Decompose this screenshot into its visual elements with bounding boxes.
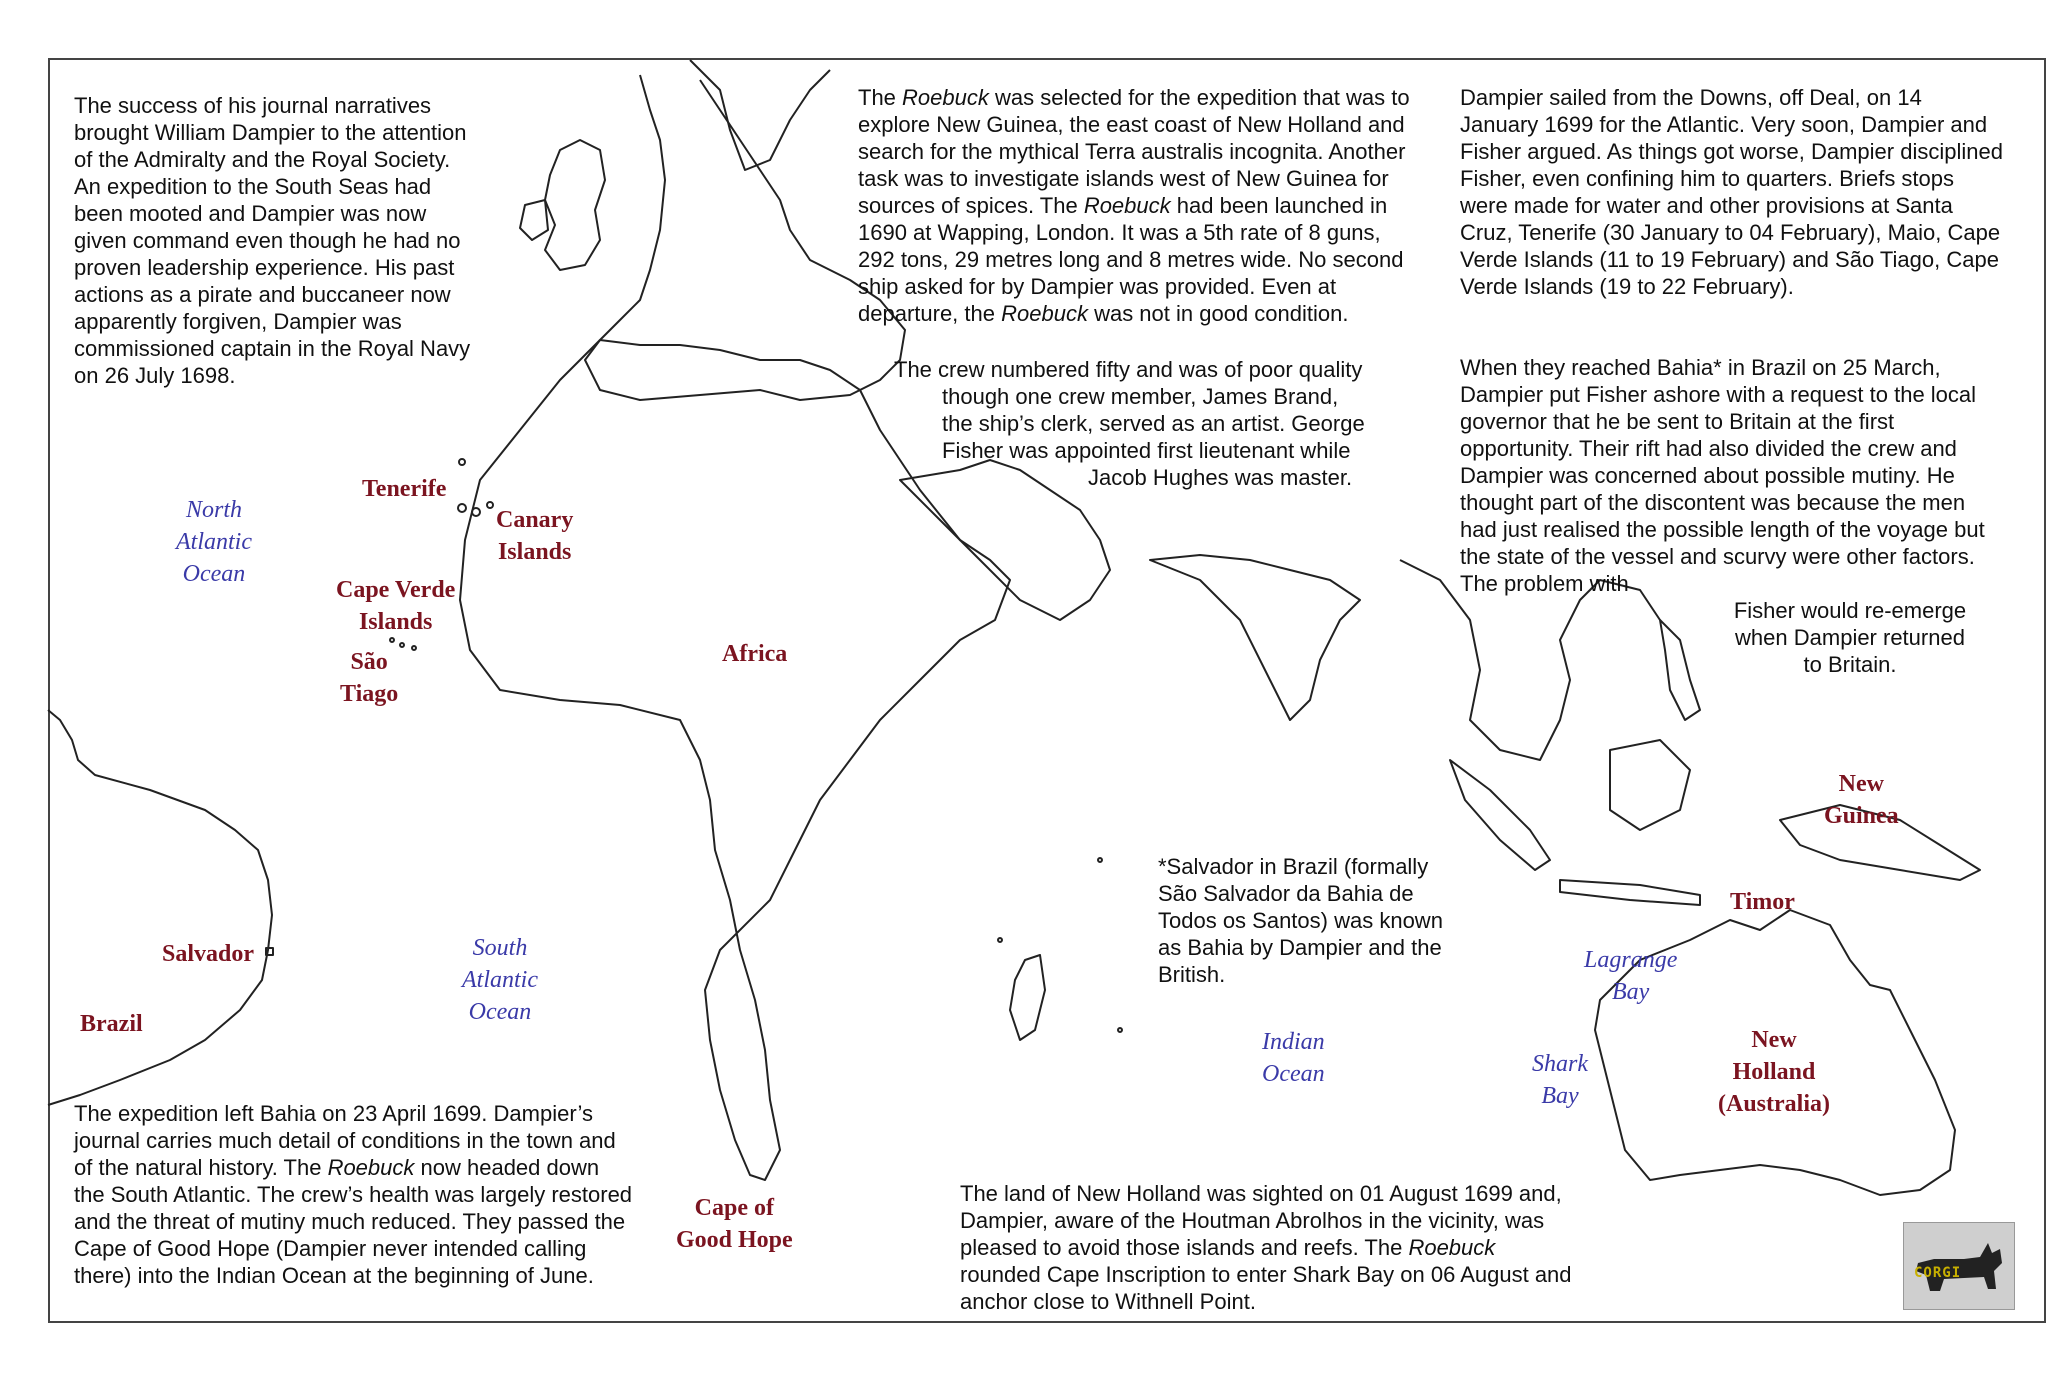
left-bahia-text-a: The expedition left Bahia on 23 April 1699. Dampier’s journal carries much detail of conditions in the town and of the natural history. The xyxy=(74,1101,616,1180)
label-sao-tiago-line-1: São xyxy=(350,649,388,675)
label-lagrange-bay xyxy=(1584,944,1677,1008)
canary-island xyxy=(472,508,480,516)
label-south-atlantic-line-1: South xyxy=(472,935,528,961)
label-indian-ocean xyxy=(1262,1026,1325,1090)
indian-ocean-island xyxy=(1098,858,1102,862)
british-isles-coast xyxy=(545,140,605,270)
azores-island xyxy=(459,459,465,465)
south-america-coast xyxy=(48,710,272,1105)
bahia-end-line-1: Fisher would re-emerge xyxy=(1733,598,1967,623)
left-bahia-text-b: now headed down the South Atlantic. The crew’s health was largely restored and the threat of mutiny much reduced. They passed the Cape of Good Hope (Dampier never intended calling there) into the Indian Ocean at the beginning of June. xyxy=(74,1155,633,1288)
ship-name: Roebuck xyxy=(902,85,989,110)
label-shark-bay xyxy=(1532,1048,1588,1112)
label-new-guinea xyxy=(1824,768,1899,832)
crew-line-4: Fisher was appointed first lieutenant while xyxy=(942,438,1351,463)
label-africa: Africa xyxy=(722,641,788,667)
label-north-atlantic-line-2: Atlantic xyxy=(176,529,252,555)
logo-text: CORGI xyxy=(1914,1265,1962,1281)
ship-name: Roebuck xyxy=(1408,1235,1496,1260)
label-tenerife: Tenerife xyxy=(362,476,447,502)
label-canary-line-2: Islands xyxy=(497,539,572,565)
cape-verde-island xyxy=(390,638,394,642)
crew-line-5: Jacob Hughes was master. xyxy=(1088,465,1353,490)
label-cape-verde-line-1: Cape Verde xyxy=(336,577,456,603)
bahia-end xyxy=(1700,597,2000,678)
india-coast xyxy=(1150,555,1360,720)
new-holland-paragraph xyxy=(960,1180,1580,1315)
ship-name: Roebuck xyxy=(1001,301,1088,326)
crew-line-1: The crew numbered fifty and was of poor quality xyxy=(894,357,1363,382)
label-salvador: Salvador xyxy=(162,941,255,967)
label-indian-line-1: Indian xyxy=(1262,1029,1325,1055)
label-new-holland-line-3: (Australia) xyxy=(1718,1091,1830,1117)
cape-verde-island xyxy=(400,643,404,647)
label-new-holland-line-2: Holland xyxy=(1732,1059,1816,1085)
crew-line-3: the ship’s clerk, served as an artist. George xyxy=(942,411,1365,436)
label-indian-line-2: Ocean xyxy=(1262,1061,1325,1087)
label-new-guinea-line-1: New xyxy=(1838,771,1884,797)
ireland-coast xyxy=(520,200,548,240)
ship-name: Roebuck xyxy=(327,1155,415,1180)
bahia-end-line-2: when Dampier returned xyxy=(1735,625,1965,650)
crew-line-2: though one crew member, James Brand, xyxy=(942,384,1339,409)
roebuck-text-c: had been launched in 1690 at Wapping, London. It was a 5th rate of 8 guns, 292 tons, 29 metres long and 8 metres wide. No second ship asked for by Dampier was provided. Even at departure, the xyxy=(858,193,1404,326)
label-timor: Timor xyxy=(1730,889,1795,915)
intro-paragraph: The success of his journal narratives brought William Dampier to the attention of the Admiralty and the Royal Society. An expedition to the South Seas had been mooted and Dampier was now given command even though he had no proven leadership experience. His past actions as a pirate and buccaneer now apparently forgiven, Dampier was commissioned captain in the Royal Navy on 26 July 1698. xyxy=(74,93,471,388)
canary-island xyxy=(487,502,493,508)
label-south-atlantic-line-2: Atlantic xyxy=(462,967,538,993)
bahia-end-line-3: to Britain. xyxy=(1803,652,1897,677)
tenerife-island xyxy=(458,504,466,512)
philippines-coast xyxy=(1660,620,1700,720)
java-coast xyxy=(1560,880,1700,905)
label-cape-verde-line-2: Islands xyxy=(358,609,433,635)
roebuck-text-b: was selected for the expedition that was to explore New Guinea, the east coast of New Holland and search for the mythical Terra australis incognita. Another task was to investigate islands west of New Guinea for sources of spices. The xyxy=(858,85,1410,218)
roebuck-text-d: was not in good condition. xyxy=(1087,301,1349,326)
ship-name: Roebuck xyxy=(1083,193,1171,218)
label-cape-verde-islands xyxy=(336,574,455,638)
cape-verde-island xyxy=(412,646,416,650)
label-north-atlantic-line-1: North xyxy=(185,497,242,523)
indian-ocean-island xyxy=(998,938,1002,942)
label-new-holland xyxy=(1718,1024,1830,1120)
label-shark-line-1: Shark xyxy=(1532,1051,1588,1077)
indian-ocean-island xyxy=(1118,1028,1122,1032)
label-cape-line-1: Cape of xyxy=(694,1195,774,1221)
label-new-guinea-line-2: Guinea xyxy=(1824,803,1899,829)
label-cape-of-good-hope xyxy=(676,1192,793,1256)
new-holland-text-a: The land of New Holland was sighted on 01 August 1699 and, Dampier, aware of the Houtman Abrolhos in the vicinity, was pleased to avoid those islands and reefs. The xyxy=(960,1181,1562,1260)
label-lagrange-line-1: Lagrange xyxy=(1584,947,1678,973)
label-sao-tiago-line-2: Tiago xyxy=(340,681,399,707)
new-holland-text-b: rounded Cape Inscription to enter Shark Bay on 06 August and anchor close to Withnell Point. xyxy=(960,1262,1572,1314)
label-cape-line-2: Good Hope xyxy=(676,1227,793,1253)
label-lagrange-line-2: Bay xyxy=(1612,979,1650,1005)
label-canary-islands xyxy=(496,504,573,568)
label-north-atlantic-line-3: Ocean xyxy=(182,561,246,587)
label-shark-line-2: Bay xyxy=(1541,1083,1579,1109)
salvador-note: *Salvador in Brazil (formally São Salvador da Bahia de Todos os Santos) was known as Bahia by Dampier and the British. xyxy=(1158,854,1443,987)
corgi-logo xyxy=(1903,1222,2015,1310)
label-canary-line-1: Canary xyxy=(496,507,574,533)
label-north-atlantic-ocean xyxy=(176,494,252,590)
roebuck-paragraph xyxy=(858,84,1418,327)
roebuck-text-a: The xyxy=(858,85,903,110)
sailed-paragraph: Dampier sailed from the Downs, off Deal, on 14 January 1699 for the Atlantic. Very soon, Dampier and Fisher argued. As things got worse, Dampier disciplined Fisher, even confining him to quarters. Briefs stops were made for water and other provisions at Santa Cruz, Tenerife (30 January to 04 February), Maio, Cape Verde Islands (11 to 19 February) and São Tiago, Cape Verde Islands (19 to 22 February). xyxy=(1460,85,2003,299)
europe-coast xyxy=(585,75,905,400)
label-brazil: Brazil xyxy=(80,1011,143,1037)
left-bahia-paragraph xyxy=(74,1100,634,1289)
bahia-paragraph: When they reached Bahia* in Brazil on 25 March, Dampier put Fisher ashore with a request to the local governor that he be sent to Britain at the first opportunity. Their rift had also divided the crew and Dampier was concerned about possible mutiny. He thought part of the discontent was because the men had just realised the possible length of the voyage but the state of the vessel and scurvy were other factors. The problem with xyxy=(1460,355,1985,596)
label-new-holland-line-1: New xyxy=(1751,1027,1797,1053)
label-south-atlantic-ocean xyxy=(462,932,538,1028)
scandinavia-coast xyxy=(690,60,830,170)
label-south-atlantic-line-3: Ocean xyxy=(468,999,532,1025)
label-sao-tiago xyxy=(340,646,398,710)
borneo-coast xyxy=(1610,740,1690,830)
crew-paragraph xyxy=(894,356,1434,491)
madagascar-coast xyxy=(1010,955,1045,1040)
